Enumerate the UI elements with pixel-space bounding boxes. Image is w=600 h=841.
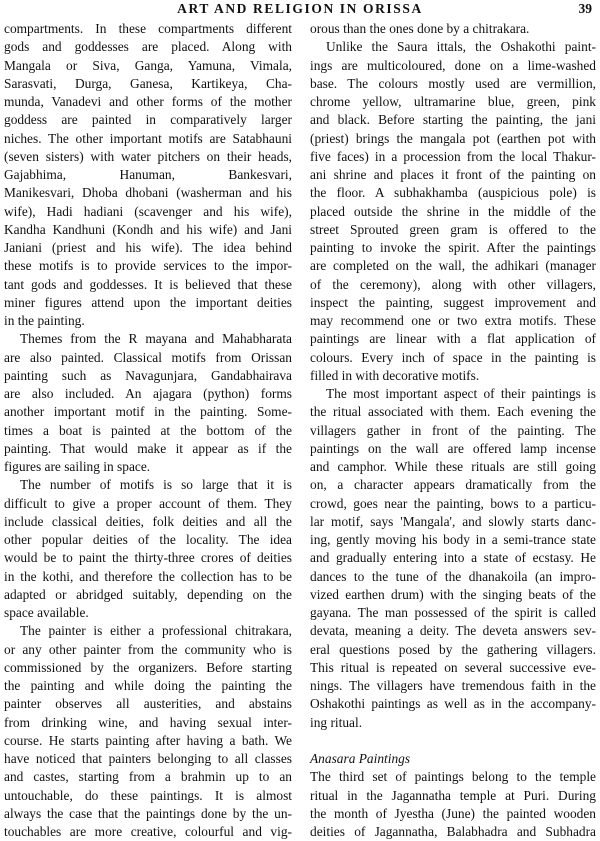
text-line: Unlike the Saura ittals, the Oshakothi paint-: [326, 39, 596, 55]
text-line: Gajabhima, Hanuman, Bankesvari,: [4, 167, 292, 182]
text-line: are also included. An ajagara (python) forms: [4, 386, 292, 401]
text-line: Kandha Kandhuni (Kondh and his wife) and Jani: [4, 221, 292, 237]
text-line: street Sprouted green gram is offered to the: [310, 221, 596, 237]
text-line: wife), Hadi hadiani (scavenger and his wife),: [4, 203, 292, 219]
text-line: ing, gently moving his body in a semi-trance state: [310, 532, 596, 547]
text-line: vized earthen drum) with the singing beats of the: [310, 586, 596, 602]
text-line: Oshakothi paintings as well as in the accompany-: [310, 696, 596, 712]
text-line: nings. The villagers have tremendous faith in the: [310, 678, 596, 693]
text-line: Manikesvari, Dhoba dhobani (washerman and his: [4, 185, 292, 201]
text-line: chrome yellow, ultramarine blue, green, pink: [310, 94, 596, 109]
text-line: difficult to give a proper account of them. They: [4, 495, 292, 511]
text-line: The third set of paintings belong to the temple: [310, 769, 596, 785]
left-text-column: [4, 20, 292, 841]
running-head: ART AND RELIGION IN ORISSA: [177, 1, 423, 16]
text-line: painting. That would make it appear as if the: [4, 440, 292, 456]
text-line: base. The colours mostly used are vermillion,: [310, 75, 596, 91]
text-line: ing ritual.: [310, 714, 363, 730]
text-line: untouchable, do these paintings. It is almost: [4, 787, 292, 803]
text-line: always the case that the paintings done by the un-: [4, 805, 292, 821]
paragraph-gap: [310, 732, 596, 750]
text-line: figures are sailing in space.: [4, 459, 151, 474]
text-line: from drinking wine, and having sexual inter-: [4, 714, 292, 730]
text-line: colours. Every inch of space in the painting is: [310, 349, 596, 365]
text-line: painting to invoke the spirit. After the paintings: [310, 240, 596, 255]
text-line: villagers gather in front of the painting. The: [310, 422, 596, 438]
right-text-column: [310, 20, 596, 841]
text-line: painting such as Navagunjara, Gandabhairava: [4, 367, 292, 383]
text-line: adapted or abridged suitably, depending on the: [4, 586, 292, 602]
text-line: are completed on the wall, the adhikari (manager: [310, 258, 596, 274]
text-line: painter observes all austerities, and abstains: [4, 696, 292, 712]
text-line: miner figures attend upon the important deities: [4, 294, 292, 310]
text-line: and gradually entering into a state of ecstasy. He: [310, 550, 596, 566]
text-line: eral questions posed by the gathering villagers.: [310, 641, 596, 657]
text-line: the ritual associated with them. Each evening the: [310, 404, 596, 420]
text-line: touchables are more creative, colourful and vig-: [4, 824, 292, 839]
text-line: and castes, starting from a brahmin up to an: [4, 769, 292, 785]
text-line: the floor. A subhakhamba (auspicious pole) is: [310, 185, 596, 201]
text-line: may recommend one or two extra motifs. These: [310, 313, 596, 328]
text-line: This ritual is repeated on several successive eve-: [310, 659, 596, 675]
text-line: on, a character appears dramatically from the: [310, 477, 596, 493]
text-line: have noticed that painters belonging to all classes: [4, 751, 292, 766]
text-line: Themes from the R mayana and Mahabharata: [20, 331, 292, 347]
text-line: include classical deities, folk deities and all the: [4, 513, 292, 529]
text-line: these motifs is to provide services to the impor-: [4, 258, 292, 274]
text-line: deities of Jagannatha, Balabhadra and Subhadra: [310, 824, 596, 839]
text-line: (priest) brings the mangala pot (earthen pot with: [310, 130, 596, 146]
page-number: 39: [578, 1, 592, 16]
text-line: in the painting.: [4, 313, 85, 328]
text-line: compartments. In these compartments different: [4, 21, 292, 36]
text-line: tant gods and goddesses. It is believed that these: [4, 276, 292, 292]
text-line: devata, meaning a deity. The deveta answers sev-: [310, 623, 596, 639]
section-heading: Anasara Paintings: [310, 751, 411, 766]
text-line: placed outside the shrine in the middle of the: [310, 203, 596, 219]
text-line: gayana. The man possessed of the spirit is called: [310, 605, 596, 620]
text-line: and camphor. While these rituals are still going: [310, 459, 596, 474]
text-line: orous than the ones done by a chitrakara.: [310, 21, 530, 36]
text-line: The painter is either a professional chitrakara,: [20, 623, 292, 639]
text-line: of the ceremony), along with other villagers,: [310, 276, 596, 292]
page-header: [0, 0, 600, 20]
text-line: The number of motifs is so large that it is: [20, 477, 292, 493]
text-line: in the kothi, and therefore the collection has to be: [4, 568, 292, 584]
text-line: Mangala or Siva, Ganga, Yamuna, Vimala,: [4, 57, 292, 73]
text-line: gods and goddesses are placed. Along with: [4, 39, 292, 55]
text-line: or any other painter from the community who is: [4, 641, 292, 657]
text-line: another important motif in the painting. Some-: [4, 404, 292, 420]
text-line: and black. Before starting the painting, the jani: [310, 112, 596, 128]
text-line: would be to paint the thirty-three crores of deities: [4, 550, 292, 566]
text-line: ani shrine and places it front of the painting on: [310, 167, 596, 182]
text-line: ings are multicoloured, done on a lime-washed: [310, 57, 596, 73]
text-line: Sarasvati, Durga, Ganesa, Kartikeya, Cha-: [4, 75, 292, 91]
text-line: ritual in the Jagannatha temple at Puri. During: [310, 787, 596, 803]
text-line: dances to the tune of the dhanakoila (an impro-: [310, 568, 596, 584]
text-line: times a boat is painted at the bottom of the: [4, 422, 292, 438]
text-line: five faces) in a procession from the local Thakur-: [310, 148, 596, 164]
text-line: The most important aspect of their paintings is: [326, 386, 596, 401]
text-line: munda, Vanadevi and other forms of the mother: [4, 94, 292, 109]
text-line: commissioned by the organizers. Before starting: [4, 659, 292, 675]
text-line: the painting and while doing the painting the: [4, 678, 292, 693]
text-line: are also painted. Classical motifs from Orissan: [4, 349, 292, 365]
text-line: the month of Jyestha (June) the painted wooden: [310, 805, 596, 821]
text-line: course. He starts painting after having a bath. We: [4, 732, 292, 748]
text-line: paintings on the wall are offered lamp incense: [310, 440, 596, 456]
text-line: filled in with decorative motifs.: [310, 367, 480, 383]
text-line: lar motif, says 'Mangala', and slowly starts danc-: [310, 513, 596, 529]
text-line: (seven sisters) with water pitchers on their heads,: [4, 148, 292, 164]
text-line: space available.: [4, 605, 89, 620]
text-line: Janiani (priest and his wife). The idea behind: [4, 240, 292, 255]
text-line: crowd, goes near the painting, bows to a particu-: [310, 495, 596, 511]
text-line: other popular deities of the locality. The idea: [4, 532, 292, 547]
text-line: niches. The other important motifs are Satabhauni: [4, 130, 292, 146]
text-line: goddess are painted in comparatively larger: [4, 112, 292, 128]
text-line: paintings are linear with a flat application of: [310, 331, 596, 347]
text-line: inspect the painting, suggest improvement and: [310, 294, 596, 310]
